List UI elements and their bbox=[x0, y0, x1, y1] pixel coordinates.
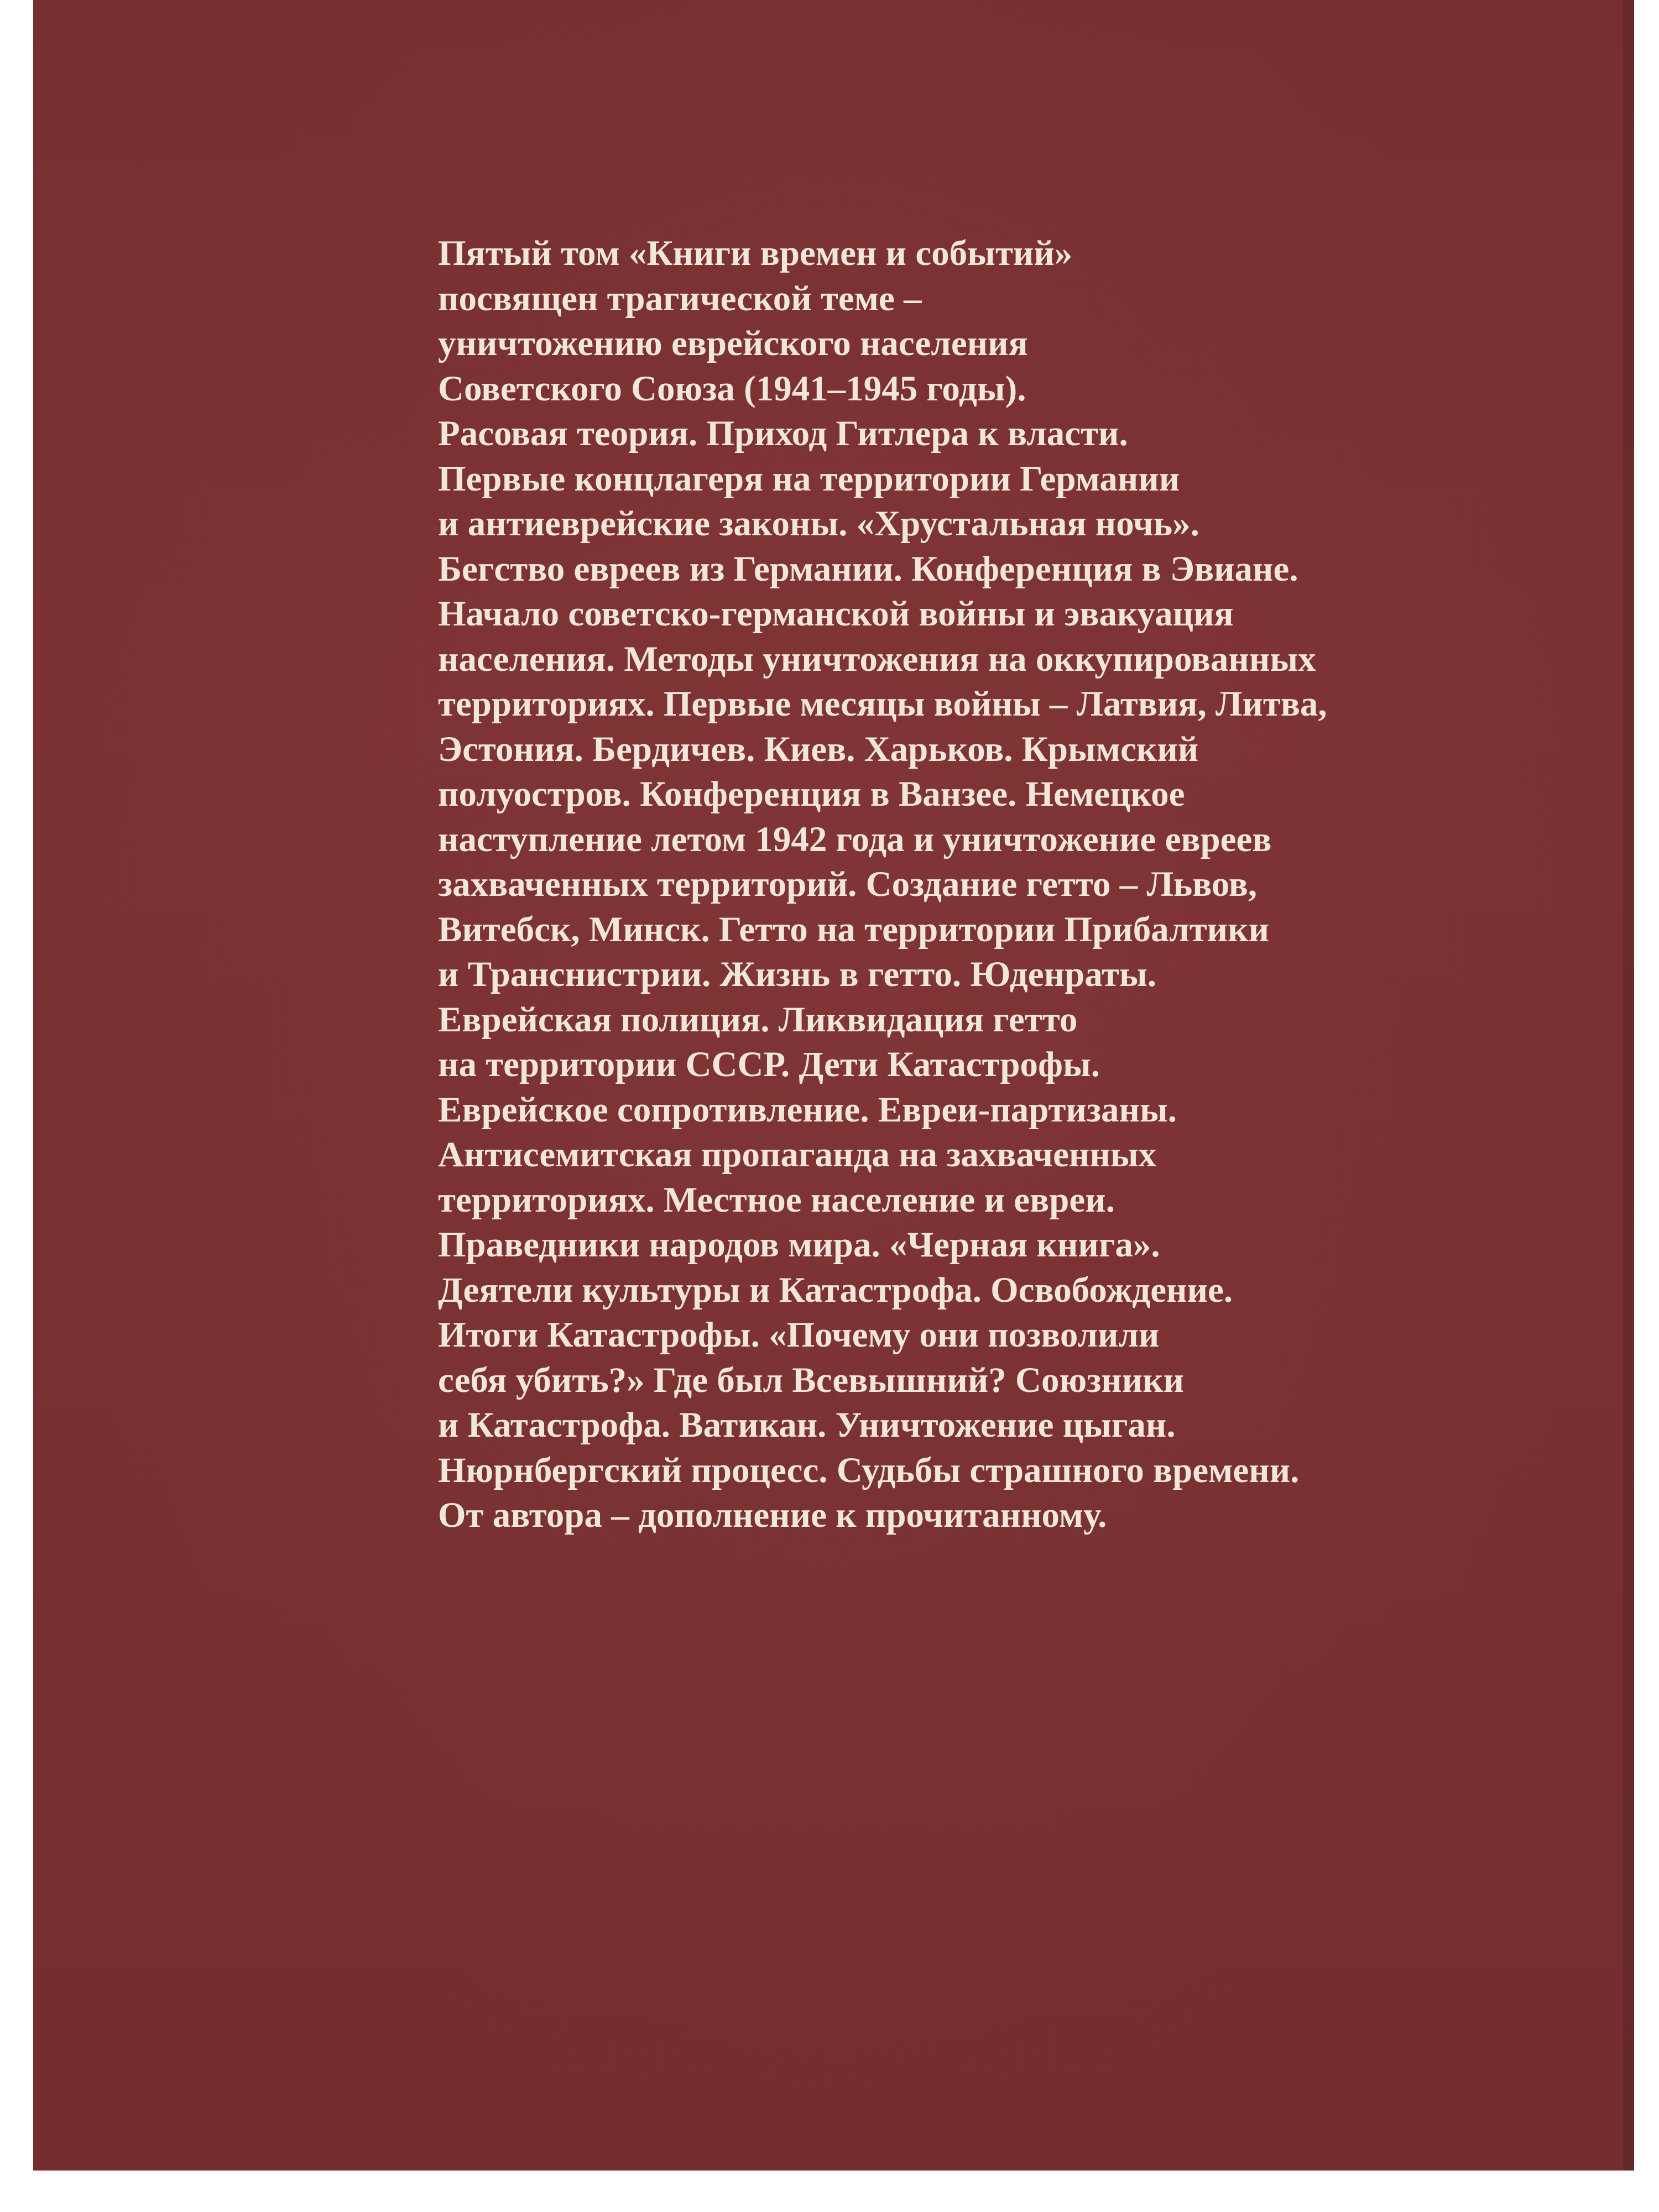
blurb-line: наступление летом 1942 года и уничтожение евреев bbox=[438, 819, 1272, 859]
blurb-line: Витебск, Минск. Гетто на территории Прибалтики bbox=[438, 909, 1270, 950]
cover-blurb bbox=[438, 231, 1461, 1538]
blurb-line: Еврейская полиция. Ликвидация гетто bbox=[438, 999, 1078, 1040]
blurb-line: Советского Союза (1941–1945 годы). bbox=[438, 368, 1026, 409]
blurb-line: населения. Методы уничтожения на оккупированных bbox=[438, 639, 1316, 679]
blurb-line: захваченных территорий. Создание гетто – Львов, bbox=[438, 864, 1258, 904]
blurb-line: От автора – дополнение к прочитанному. bbox=[438, 1495, 1107, 1535]
blurb-line: и антиеврейские законы. «Хрустальная ночь». bbox=[438, 504, 1199, 544]
blurb-line: посвящен трагической теме – bbox=[438, 278, 922, 319]
blurb-line: Расовая теория. Приход Гитлера к власти. bbox=[438, 414, 1128, 453]
blurb-line: себя убить?» Где был Всевышний? Союзники bbox=[438, 1360, 1185, 1400]
blurb-line: полуостров. Конференция в Ванзее. Немецкое bbox=[438, 774, 1185, 814]
blurb-line: территориях. Первые месяцы войны – Латвия, Литва, bbox=[438, 684, 1327, 724]
blurb-line: Еврейское сопротивление. Евреи-партизаны. bbox=[438, 1089, 1177, 1130]
blurb-line: Праведники народов мира. «Черная книга». bbox=[438, 1225, 1160, 1265]
cover-edge-shadow bbox=[1623, 0, 1634, 2171]
blurb-line: Антисемитская пропаганда на захваченных bbox=[438, 1135, 1157, 1175]
blurb-line: и Катастрофа. Ватикан. Уничтожение цыган. bbox=[438, 1405, 1176, 1445]
book-back-cover bbox=[33, 0, 1634, 2171]
blurb-line: Нюрнбергский процесс. Судьбы страшного времени. bbox=[438, 1450, 1300, 1490]
blurb-line: Итоги Катастрофы. «Почему они позволили bbox=[438, 1315, 1160, 1355]
blurb-line: Первые концлагеря на территории Германии bbox=[438, 458, 1180, 499]
blurb-line: уничтожению еврейского населения bbox=[438, 324, 1028, 363]
blurb-line: Пятый том «Книги времен и событий» bbox=[438, 233, 1073, 273]
blurb-line: территориях. Местное население и евреи. bbox=[438, 1180, 1115, 1220]
blurb-line: Эстония. Бердичев. Киев. Харьков. Крымский bbox=[438, 729, 1199, 769]
blurb-line: Бегство евреев из Германии. Конференция в Эвиане. bbox=[438, 549, 1298, 589]
blurb-line: и Транснистрии. Жизнь в гетто. Юденраты. bbox=[438, 954, 1156, 994]
blurb-line: на территории СССР. Дети Катастрофы. bbox=[438, 1045, 1100, 1084]
blurb-line: Начало советско-германской войны и эвакуация bbox=[438, 594, 1234, 634]
blurb-line: Деятели культуры и Катастрофа. Освобождение. bbox=[438, 1270, 1233, 1310]
